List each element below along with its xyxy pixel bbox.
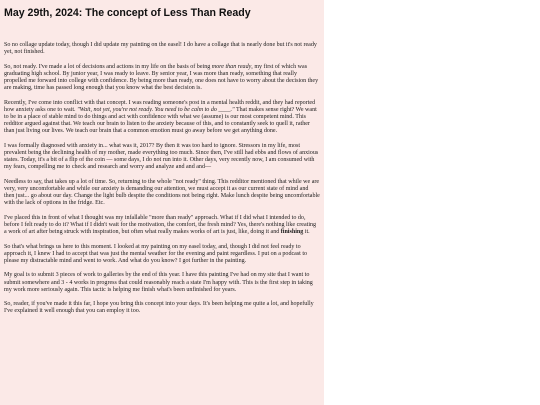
post-paragraph-5: Needless to say, that takes up a lot of time. So, returning to the whole "not ready" thing. This redditor mentioned that while we are very, very uncomfortable and while our anxiety is demanding our attention, we must accept it as our current state of mind and then just... go about our day. Change the light bulb despite the conditions not being right. Make lunch despite being uncomfortable with the lack of options in the fridge. Etc. xyxy=(4,178,320,207)
post-paragraph-9: So, reader, if you've made it this far, I hope you bring this concept into your days. It's been helping me quite a lot, and hopefully I've explained it well enough that you can employ it too. xyxy=(4,301,314,315)
paragraph-text: Recently, I've come into conflict with that concept. I was reading someone's post in a mental health reddit, and they had reported how anxiety asks one to wait. xyxy=(4,99,316,113)
post-paragraph-7: So that's what brings us here to this moment. I looked at my painting on my easel today, and, though I did not feel ready to approach it, I knew I had to accept that was just the mental weather for the evening and paint regardless. I put on a podcast to please my distractable mind and went to work. And what do you know? I got further in the painting. xyxy=(4,243,308,264)
emphasis-text: more than ready xyxy=(211,63,252,70)
paragraph-text: That makes sense right? We want to be in a place of stable mind to do things and act with confidence with what we (assume) is our most competent mind. This redditor argued against that. We teach our brain to listen to the anxiety because of this, and to constantly seek to quell it, rather than just living our lives. We teach our brain that a common emotion must go away before we get anything done. xyxy=(4,106,317,135)
paragraph-text: So, not ready. I've made a lot of decisions and actions in my life on the basis of being xyxy=(4,63,212,70)
quote-text: "Wait, not yet, you're not ready. You need to be calm to do ____." xyxy=(77,106,235,113)
post-paragraph-6 xyxy=(4,215,320,237)
post-paragraph-2 xyxy=(4,64,320,93)
post-paragraph-8: My goal is to submit 3 pieces of work to galleries by the end of this year. I have this painting I've had on my site that I want to submit somewhere and 3 - 4 works in progress that could reasonably reach a state I'm happy with. This is the first step in taking my work more seriously again. This tactic is helping me finish what's been unfinished for years. xyxy=(4,272,313,293)
post-paragraph-3 xyxy=(4,100,320,136)
paragraph-text: , my first of which was graduating high school. By junior year, I was ready to leave. By senior year, I was more than ready, something that really propelled me forward into college with confidence. By being more than ready, one does not have to worry about the decision they are making, time has passed long enough that you know what the best decision is. xyxy=(4,63,319,92)
post-paragraph-4: I was formally diagnosed with anxiety in... what was it, 2017? By then it was too hard to ignore. Stressors in my life, most prevalent being the declining health of my mother, made everything too much. Since then, I've still had ebbs and flows of anxious states. Today, it's a bit of a flip of the coin — some days, I do not run into it. Other days, very recently now, I am consumed with my fears, compelling me to check and research and worry and analyze and and and— xyxy=(4,142,319,171)
post-title: May 29th, 2024: The concept of Less Than Ready xyxy=(4,7,251,19)
post-paragraph-1: So no collage update today, though I did update my painting on the easel! I do have a collage that is nearly done but it's not ready yet, not finished. xyxy=(4,42,317,56)
paragraph-text: it. xyxy=(303,229,310,236)
paragraph-text: I've placed this in front of what I thought was my infallable "more than ready" approach. What if I did what I intended to do, before I felt ready to do it? What if I didn't wait for the motivation, the comfort, the fresh mind? Yes, there's nothing like creating a work of art after being struck with inspiration, but often what really makes works of art is just, like, doing it and xyxy=(4,214,317,236)
bold-text: finishing xyxy=(280,229,304,236)
